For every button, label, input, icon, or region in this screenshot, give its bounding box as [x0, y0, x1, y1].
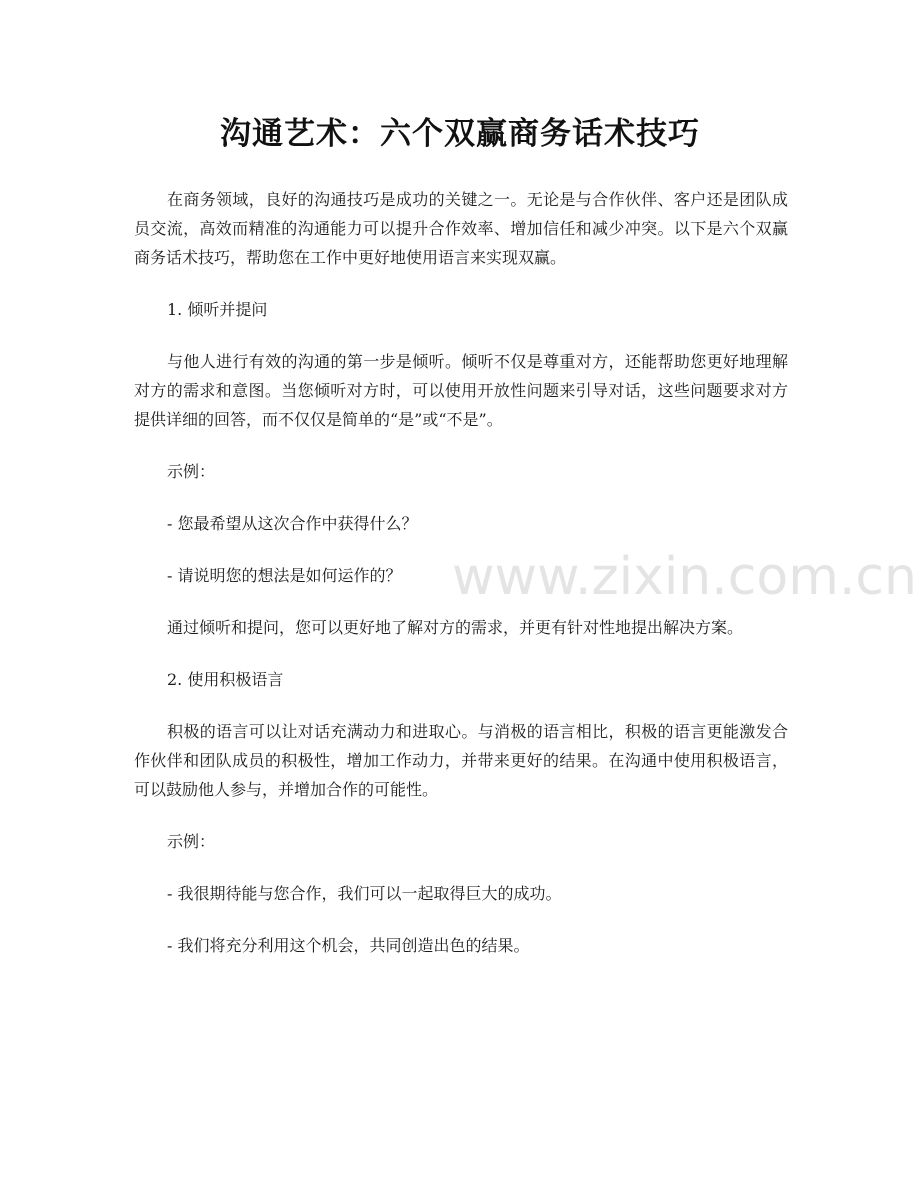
example-label: 示例： — [167, 832, 216, 851]
example-item: - 我很期待能与您合作，我们可以一起取得巨大的成功。 — [167, 884, 562, 903]
example-item: - 我们将充分利用这个机会，共同创造出色的结果。 — [167, 936, 530, 955]
example-label: 示例： — [167, 462, 216, 481]
section-paragraph: 积极的语言可以让对话充满动力和进取心。与消极的语言相比，积极的语言更能激发合作伙伴和团队成员的积极性，增加工作动力，并带来更好的结果。在沟通中使用积极语言，可以鼓励他人参与，并增加合作的可能性。 — [134, 722, 788, 799]
document-body — [134, 185, 788, 983]
example-item: - 您最希望从这次合作中获得什么？ — [167, 514, 418, 533]
example-item: - 请说明您的想法是如何运作的？ — [167, 566, 402, 585]
section-paragraph: 与他人进行有效的沟通的第一步是倾听。倾听不仅是尊重对方，还能帮助您更好地理解对方的需求和意图。当您倾听对方时，可以使用开放性问题来引导对话，这些问题要求对方提供详细的回答，而不仅仅是简单的“是”或“不是”。 — [134, 352, 788, 429]
section-heading: 1. 倾听并提问 — [167, 300, 268, 319]
section-heading: 2. 使用积极语言 — [167, 670, 284, 689]
document-title: 沟通艺术：六个双赢商务话术技巧 — [220, 116, 700, 152]
watermark: www.zixin.com.cn — [452, 547, 917, 607]
section-summary: 通过倾听和提问，您可以更好地了解对方的需求，并更有针对性地提出解决方案。 — [167, 618, 744, 637]
intro-paragraph: 在商务领域，良好的沟通技巧是成功的关键之一。无论是与合作伙伴、客户还是团队成员交流，高效而精准的沟通能力可以提升合作效率、增加信任和减少冲突。以下是六个双赢商务话术技巧，帮助您在工作中更好地使用语言来实现双赢。 — [134, 190, 788, 267]
